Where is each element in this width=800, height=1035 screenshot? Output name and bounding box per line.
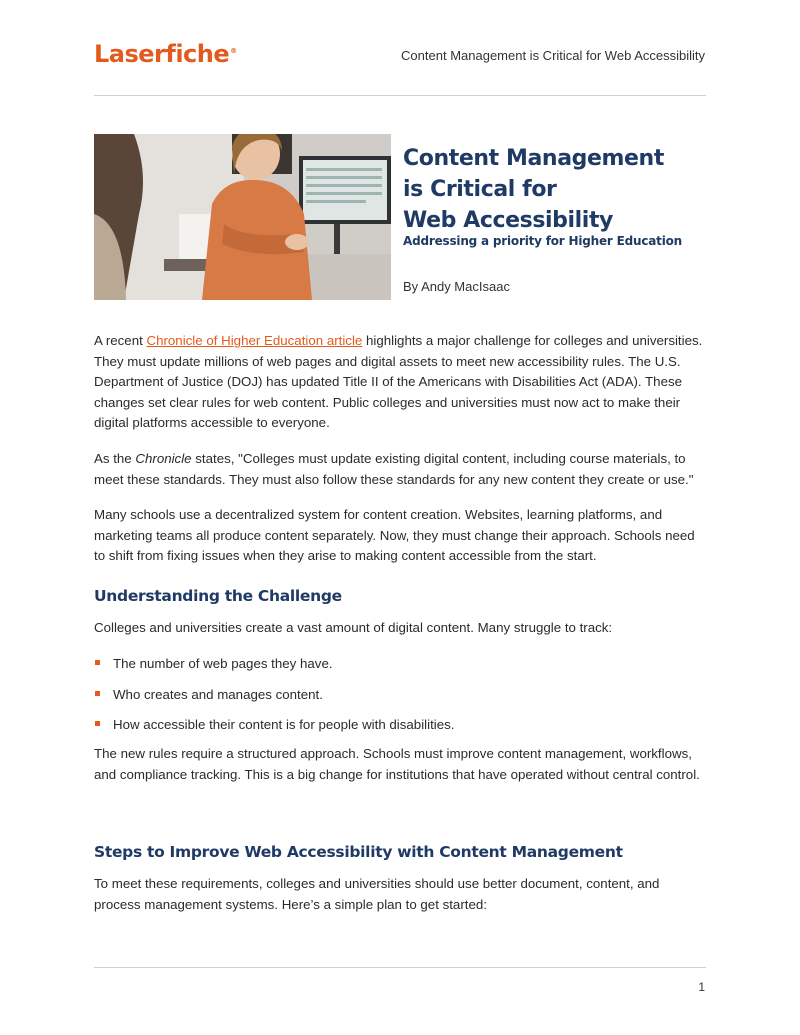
challenge-lead: Colleges and universities create a vast amount of digital content. Many struggle to track:	[94, 620, 613, 635]
intro-paragraph-2: As the Chronicle states, "Colleges must update existing digital content, including course materials, to meet these standards. They must also follow these standards for any new content they create or use."	[94, 451, 694, 487]
section-heading-steps: Steps to Improve Web Accessibility with Content Management	[94, 843, 623, 861]
running-header-title: Content Management is Critical for Web Accessibility	[401, 48, 705, 63]
header-divider	[94, 95, 706, 96]
hero-title	[403, 143, 713, 236]
bullet-square-icon	[95, 721, 100, 726]
list-item: The number of web pages they have.	[94, 654, 706, 685]
page-number: 1	[698, 980, 705, 994]
footer-divider	[94, 967, 706, 968]
intro-paragraph-3: Many schools use a decentralized system for content creation. Websites, learning platforms, and marketing teams all produce content separately. Now, they must change their approach. Schools need to shift from fixing issues when they arise to making content accessible from the start.	[94, 507, 695, 564]
bullet-square-icon	[95, 660, 100, 665]
chronicle-article-link[interactable]: Chronicle of Higher Education article	[146, 333, 363, 348]
challenge-closing: The new rules require a structured approach. Schools must improve content management, workflows, and compliance tracking. This is a big change for institutions that have operated without central control.	[94, 746, 700, 782]
intro-paragraph-1: A recent Chronicle of Higher Education article highlights a major challenge for colleges and universities. They must update millions of web pages and digital assets to meet new accessibility rules. The U.S. Department of Justice (DOJ) has updated Title II of the Americans with Disabilities Act (ADA). These changes set clear rules for web content. Public colleges and universities must now act to make their digital platforms accessible to everyone.	[94, 333, 703, 431]
list-item: How accessible their content is for people with disabilities.	[94, 715, 706, 746]
author-byline: By Andy MacIsaac	[403, 279, 510, 294]
hero-title-line: Content Management	[403, 146, 664, 171]
hero-subtitle: Addressing a priority for Higher Education	[403, 234, 683, 248]
hero-photo	[94, 134, 391, 300]
laserfiche-logo: Laserfiche®	[94, 40, 237, 68]
section-heading-challenge: Understanding the Challenge	[94, 587, 342, 605]
list-item: Who creates and manages content.	[94, 685, 706, 716]
steps-lead: To meet these requirements, colleges and universities should use better document, content, and process management systems. Here’s a simple plan to get started:	[94, 876, 660, 912]
challenge-bullet-list	[94, 654, 706, 746]
bullet-square-icon	[95, 691, 100, 696]
hero-title-line: is Critical for	[403, 177, 557, 202]
hero-title-line: Web Accessibility	[403, 208, 613, 233]
